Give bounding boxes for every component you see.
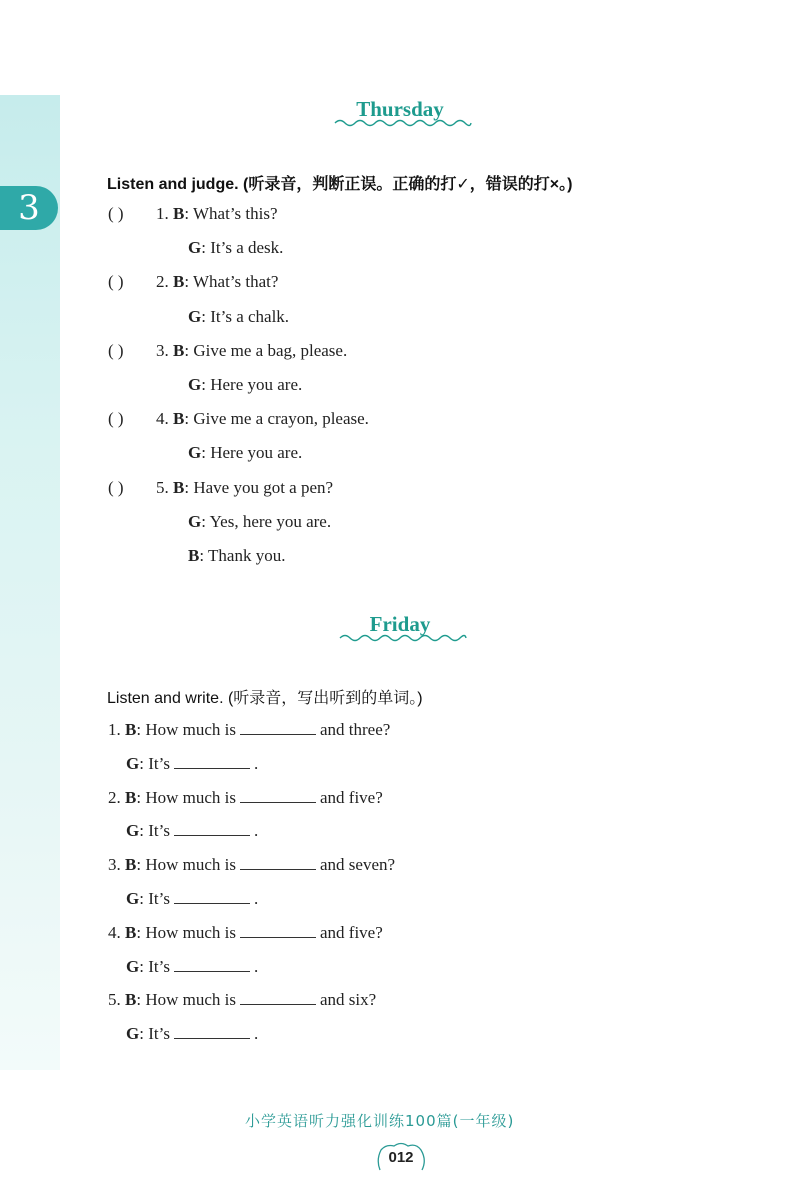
thursday-item-row (188, 375, 302, 395)
speaker-colon: : (201, 238, 211, 258)
answer-parentheses: ( ) (108, 204, 124, 223)
question-text-before: How much is (145, 922, 236, 942)
thursday-item-row (108, 341, 347, 361)
speaker-label: G (126, 956, 140, 976)
answer-text-before: It’s (148, 821, 170, 841)
answer-text-before: It’s (148, 956, 170, 976)
speaker-label: G (188, 238, 202, 258)
speaker-label: B (188, 546, 200, 565)
speaker-label: B (173, 204, 185, 223)
speaker-colon: : (136, 855, 146, 875)
speaker-colon: : (139, 889, 149, 908)
thursday-item-row (188, 238, 283, 258)
dialogue-text: Give me a crayon, please. (193, 409, 369, 429)
speaker-label: B (125, 990, 137, 1010)
thursday-item-row (108, 204, 278, 224)
thursday-item-row (188, 443, 302, 463)
question-text-before: How much is (145, 855, 236, 875)
item-number: 3. (108, 855, 121, 875)
speaker-colon: : (201, 375, 211, 394)
speaker-colon: : (139, 821, 149, 841)
dialogue-text: Here you are. (210, 375, 303, 394)
speaker-colon: : (201, 306, 211, 326)
friday-title: Friday (369, 612, 431, 636)
speaker-colon: : (184, 272, 194, 292)
item-number: 2. (108, 787, 121, 807)
speaker-colon: : (184, 340, 194, 360)
thursday-item-row (108, 478, 333, 498)
dialogue-text: It’s a chalk. (210, 306, 290, 326)
friday-question-row (108, 990, 376, 1010)
speaker-label: G (126, 753, 140, 773)
speaker-colon: : (199, 546, 209, 565)
unit-number: 3 (18, 188, 40, 228)
speaker-colon: : (201, 443, 211, 463)
thursday-wavy-underline (333, 118, 473, 128)
question-text-after: and six? (320, 990, 377, 1010)
friday-answer-row (126, 957, 258, 977)
answer-text-after: . (253, 753, 259, 773)
question-text-before: How much is (145, 787, 236, 807)
item-number: 5. (108, 990, 121, 1010)
item-number: 2. (156, 272, 169, 292)
item-number: 1. (156, 204, 169, 223)
fill-blank (174, 891, 250, 904)
friday-instruction: Listen and write. (听录音，写出听到的单词。) (107, 690, 423, 707)
speaker-colon: : (136, 787, 146, 807)
speaker-label: B (173, 409, 185, 429)
dialogue-text: It’s a desk. (210, 238, 284, 258)
dialogue-text: Yes, here you are. (209, 511, 332, 531)
speaker-label: B (173, 272, 185, 292)
friday-question-row (108, 720, 390, 740)
dialogue-text: Give me a bag, please. (193, 340, 348, 360)
friday-question-row (108, 923, 383, 943)
speaker-label: B (125, 922, 137, 942)
fill-blank (240, 790, 316, 803)
fill-blank (240, 857, 316, 870)
answer-text-after: . (253, 1024, 259, 1044)
speaker-label: G (188, 443, 202, 463)
speaker-label: B (173, 340, 185, 360)
speaker-colon: : (139, 753, 149, 773)
item-number: 3. (156, 340, 169, 360)
friday-answer-row (126, 754, 258, 774)
speaker-colon: : (136, 922, 146, 942)
thursday-item-row (108, 409, 369, 429)
thursday-instruction: Listen and judge. (听录音，判断正误。正确的打✓，错误的打×。) (107, 176, 573, 193)
answer-parentheses: ( ) (108, 272, 124, 292)
item-number: 5. (156, 477, 169, 497)
question-text-after: and five? (320, 922, 383, 942)
speaker-label: G (126, 1024, 140, 1044)
speaker-colon: : (139, 956, 149, 976)
question-text-after: and seven? (320, 855, 396, 875)
side-decoration-strip (0, 95, 60, 1070)
answer-text-after: . (253, 956, 259, 976)
answer-text-after: . (253, 821, 259, 841)
speaker-label: B (173, 477, 185, 497)
item-number: 4. (156, 409, 169, 429)
speaker-label: G (126, 821, 140, 841)
question-text-before: How much is (145, 720, 236, 739)
thursday-title: Thursday (356, 97, 444, 121)
speaker-label: B (125, 855, 137, 875)
answer-text-before: It’s (148, 1024, 170, 1044)
item-number: 4. (108, 922, 121, 942)
fill-blank (174, 1026, 250, 1039)
dialogue-text: What’s that? (193, 272, 279, 292)
dialogue-text: What’s this? (193, 204, 278, 223)
speaker-colon: : (136, 720, 146, 739)
unit-tab (0, 186, 58, 230)
friday-answer-row (126, 889, 258, 909)
speaker-colon: : (136, 990, 146, 1010)
thursday-item-row (108, 272, 278, 292)
speaker-colon: : (184, 204, 194, 223)
speaker-label: G (188, 375, 202, 394)
thursday-item-row (188, 546, 285, 566)
friday-answer-row (126, 1024, 258, 1044)
speaker-colon: : (184, 477, 194, 497)
speaker-label: B (125, 720, 137, 739)
speaker-colon: : (139, 1024, 149, 1044)
speaker-colon: : (184, 409, 194, 429)
question-text-after: and three? (320, 720, 391, 739)
speaker-label: G (126, 889, 140, 908)
speaker-label: G (188, 511, 202, 531)
dialogue-text: Thank you. (208, 546, 286, 565)
speaker-label: B (125, 787, 137, 807)
item-number: 1. (108, 720, 121, 739)
book-title-footer: 小学英语听力强化训练100篇(一年级) (245, 1112, 515, 1130)
fill-blank (174, 959, 250, 972)
thursday-item-row (188, 512, 331, 532)
friday-question-row (108, 788, 383, 808)
answer-parentheses: ( ) (108, 409, 124, 429)
page-number: 012 (388, 1149, 414, 1166)
dialogue-text: Have you got a pen? (193, 477, 334, 497)
friday-answer-row (126, 821, 258, 841)
speaker-label: G (188, 306, 202, 326)
answer-text-before: It’s (148, 889, 170, 908)
fill-blank (240, 722, 316, 735)
speaker-colon: : (201, 511, 210, 531)
fill-blank (240, 992, 316, 1005)
fill-blank (174, 756, 250, 769)
answer-text-before: It’s (148, 753, 170, 773)
fill-blank (240, 925, 316, 938)
answer-text-after: . (253, 889, 259, 908)
answer-parentheses: ( ) (108, 477, 124, 497)
thursday-item-row (188, 307, 289, 327)
fill-blank (174, 823, 250, 836)
answer-parentheses: ( ) (108, 340, 124, 360)
dialogue-text: Here you are. (210, 443, 303, 463)
question-text-before: How much is (145, 990, 236, 1010)
friday-question-row (108, 855, 395, 875)
question-text-after: and five? (320, 787, 383, 807)
friday-wavy-underline (338, 633, 468, 643)
